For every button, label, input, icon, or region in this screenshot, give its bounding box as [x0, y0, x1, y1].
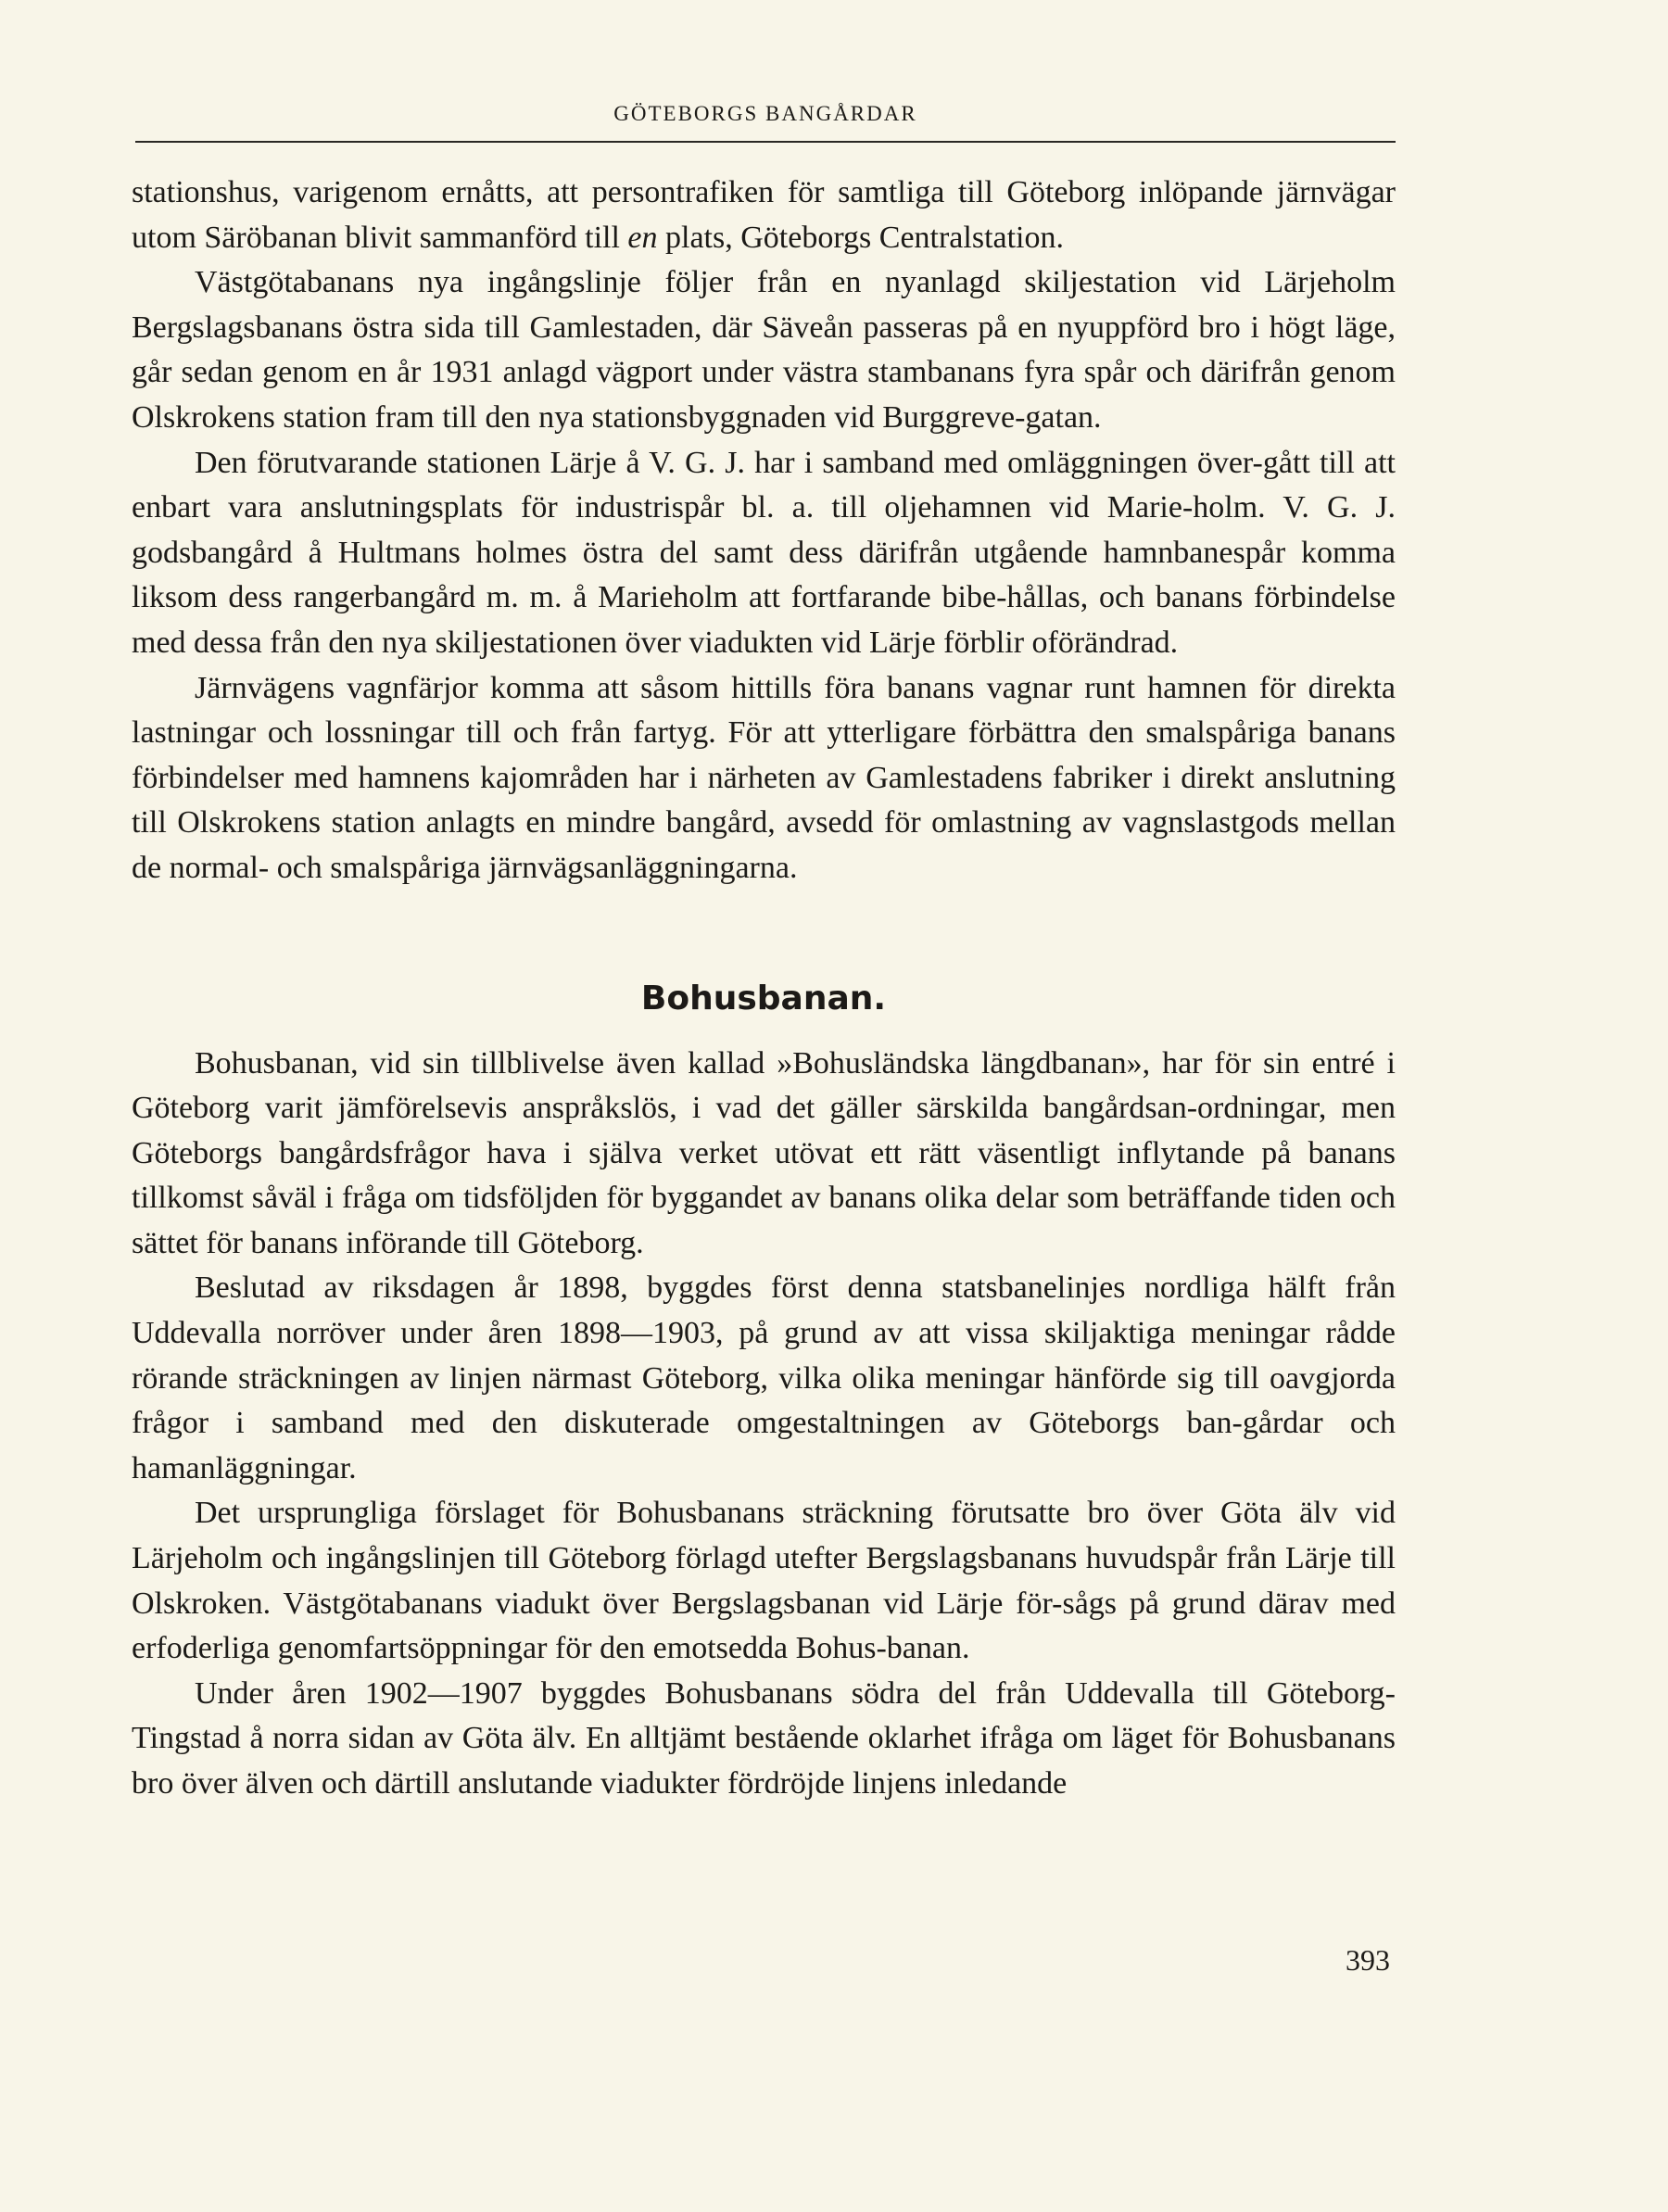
- paragraph: stationshus, varigenom ernåtts, att persontrafiken för samtliga till Göteborg inlöpande järnvägar utom Säröbanan blivit sammanförd till en plats, Göteborgs Centralstation.: [132, 175, 1396, 255]
- paragraph: Den förutvarande stationen Lärje å V. G. J. har i samband med omläggningen över-gått till att enbart vara anslutningsplats för industrispår bl. a. till oljehamnen vid Marie-holm. V. G. J. godsbangård å Hultmans holmes östra del samt dess därifrån utgående hamnbanespår komma liksom dess rangerbangård m. m. å Marieholm att fortfarande bibe-hållas, och banans förbindelse med dessa från den nya skiljestationen över viadukten vid Lärje förblir oförändrad.: [132, 445, 1396, 660]
- paragraph: Under åren 1902—1907 byggdes Bohusbanans södra del från Uddevalla till Göteborg-Tingstad å norra sidan av Göta älv. En alltjämt bestående oklarhet ifråga om läget för Bohusbanans bro över älven och därtill anslutande viadukter fördröjde linjens inledande: [132, 1675, 1396, 1801]
- section-heading: Bohusbanan.: [640, 979, 887, 1018]
- page-number: 393: [1346, 1943, 1390, 1977]
- running-head: GÖTEBORGS BANGÅRDAR: [613, 102, 917, 125]
- paragraph: Beslutad av riksdagen år 1898, byggdes först denna statsbanelinjes nordliga hälft från Uddevalla norröver under åren 1898—1903, på grund av att vissa skiljaktiga meningar rådde rörande sträckningen av linjen närmast Göteborg, vilka olika meningar hänförde sig till oavgjorda frågor i samband med den diskuterade omgestaltningen av Göteborgs ban-gårdar och hamanläggningar.: [132, 1270, 1396, 1485]
- body-text: [132, 171, 1396, 1807]
- header-rule: [135, 141, 1396, 143]
- emphasis: en: [627, 220, 658, 255]
- paragraph: Bohusbanan, vid sin tillblivelse även kallad »Bohusländska längdbanan», har för sin entré i Göteborg varit jämförelsevis anspråkslös, i vad det gäller särskilda bangårdsan-ordningar, men Göteborgs bangårdsfrågor hava i själva verket utövat ett rätt väsentligt inflytande på banans tillkomst såväl i fråga om tidsföljden för byggandet av banans olika delar som beträffande tiden och sättet för banans införande till Göteborg.: [132, 1045, 1396, 1260]
- paragraph: Det ursprungliga förslaget för Bohusbanans sträckning förutsatte bro över Göta älv vid Lärjeholm och ingångslinjen till Göteborg förlagd utefter Bergslagsbanans huvudspår från Lärje till Olskroken. Västgötabanans viadukt över Bergslagsbanan vid Lärje för-sågs på grund därav med erfoderliga genomfartsöppningar för den emotsedda Bohus-banan.: [132, 1496, 1396, 1666]
- paragraph: Järnvägens vagnfärjor komma att såsom hittills föra banans vagnar runt hamnen för direkta lastningar och lossningar till och från fartyg. För att ytterligare förbättra den smalspåriga banans förbindelser med hamnens kajområden har i närheten av Gamlestadens fabriker i direkt anslutning till Olskrokens station anlagts en mindre bangård, avsedd för omlastning av vagnslastgods mellan de normal- och smalspåriga järnvägsanläggningarna.: [132, 670, 1396, 885]
- paragraph: Västgötabanans nya ingångslinje följer från en nyanlagd skiljestation vid Lärjeholm Bergslagsbanans östra sida till Gamlestaden, där Säveån passeras på en nyuppförd bro i högt läge, går sedan genom en år 1931 anlagd vägport under västra stambanans fyra spår och därifrån genom Olskrokens station fram till den nya stationsbyggnaden vid Burggreve-gatan.: [132, 265, 1396, 435]
